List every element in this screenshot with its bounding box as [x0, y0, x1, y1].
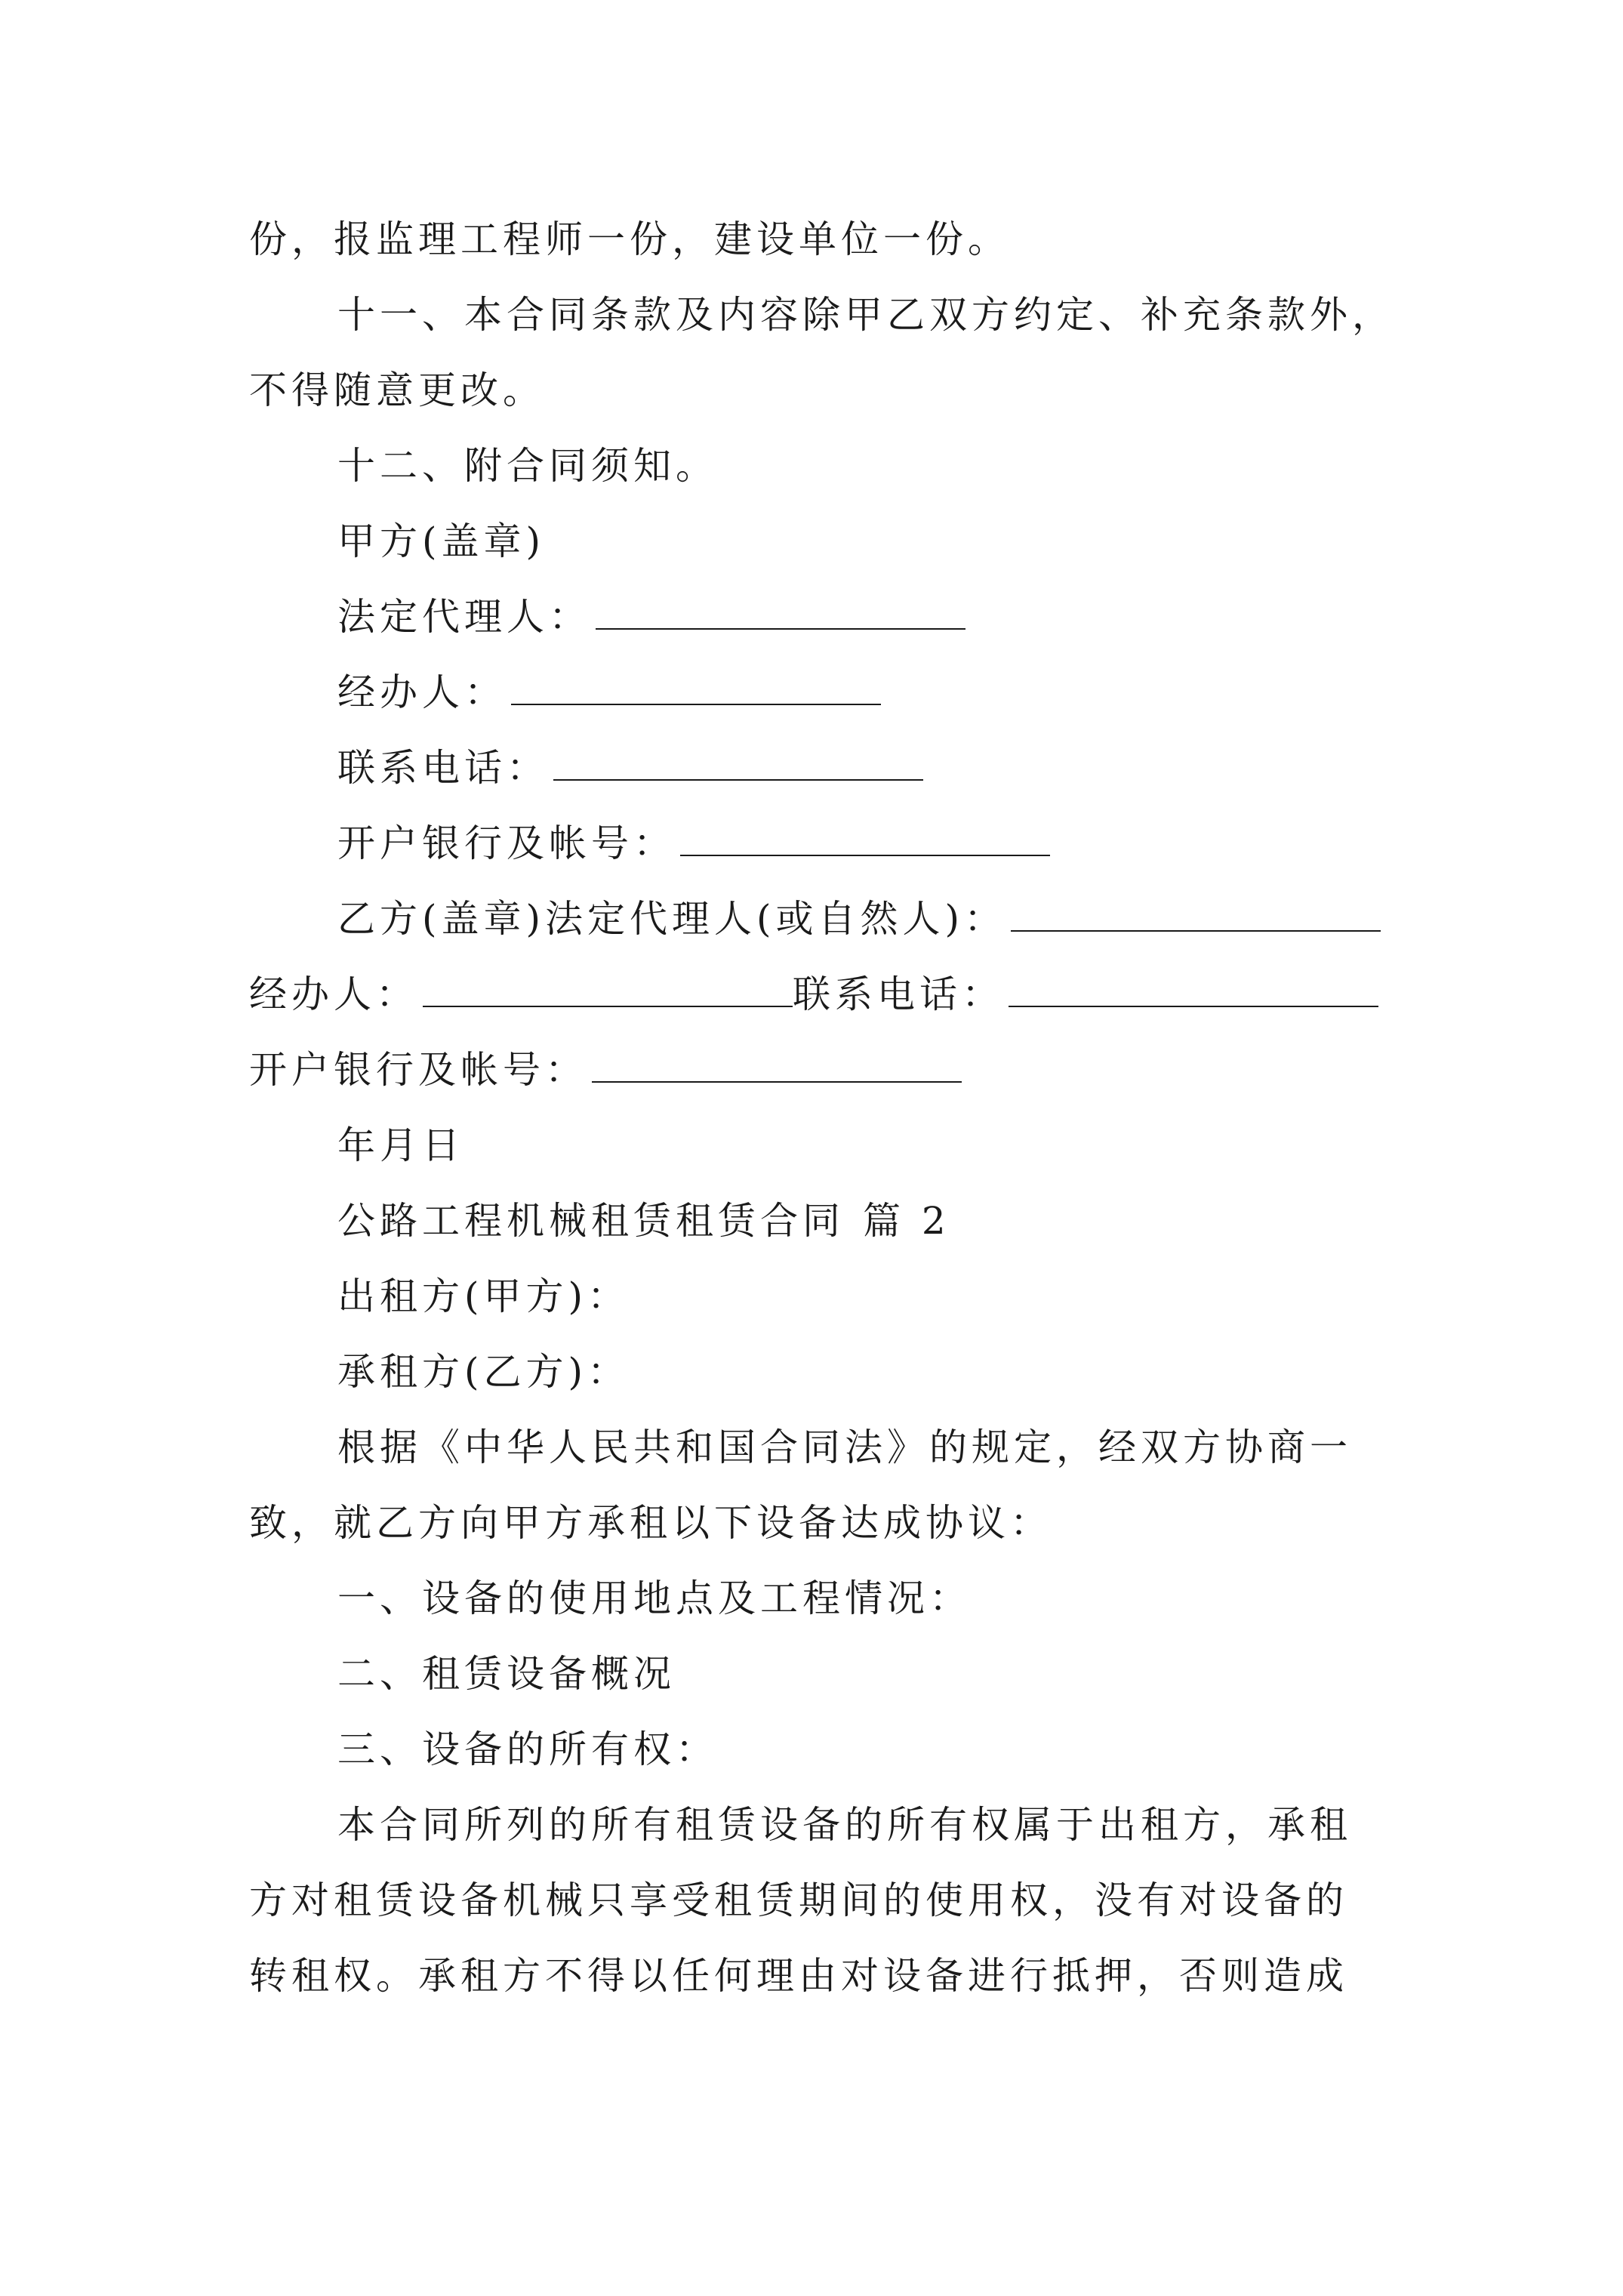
clause-one: 一、设备的使用地点及工程情况： [337, 1576, 972, 1620]
party-b-bank-row [249, 1047, 962, 1093]
party-a-bank-row [337, 821, 1050, 866]
clause-three: 三、设备的所有权： [337, 1727, 718, 1771]
section-title [337, 1198, 950, 1244]
party-b-legal-rep-blank [1011, 897, 1381, 932]
date-line: 年月日 [337, 1123, 464, 1167]
clause-two: 二、租赁设备概况 [337, 1652, 676, 1696]
party-a-phone-label: 联系电话： [337, 746, 549, 790]
party-a-bank-blank [680, 821, 1050, 856]
party-a-legal-rep-blank [596, 595, 965, 630]
party-a-bank-label: 开户银行及帐号： [337, 821, 676, 865]
party-a-agent-blank [511, 670, 881, 705]
paragraph-line: 本合同所列的所有租赁设备的所有权属于出租方，承租 [337, 1803, 1352, 1847]
paragraph-line: 份，报监理工程师一份，建设单位一份。 [249, 217, 1010, 261]
paragraph-line: 方对租赁设备机械只享受租赁期间的使用权，没有对设备的 [249, 1878, 1348, 1922]
party-b-phone-blank [1009, 972, 1378, 1007]
party-b-bank-blank [592, 1048, 962, 1083]
party-a-legal-rep-label: 法定代理人： [337, 595, 591, 639]
contract-title: 公路工程机械租赁租赁合同 [337, 1199, 845, 1243]
party-b-legal-rep-label: 乙方(盖章)法定代理人(或自然人)： [337, 897, 1007, 941]
lessor-line: 出租方(甲方)： [337, 1274, 630, 1318]
party-a-phone-blank [553, 746, 923, 781]
lessee-line: 承租方(乙方)： [337, 1350, 630, 1394]
party-a-legal-rep-row [337, 594, 965, 639]
party-b-phone-label: 联系电话： [793, 972, 1004, 1016]
party-b-agent-phone-row [249, 972, 1378, 1017]
party-b-agent-label: 经办人： [249, 972, 418, 1016]
paragraph-line: 转租权。承租方不得以任何理由对设备进行抵押，否则造成 [249, 1954, 1348, 1998]
paragraph-line: 致，就乙方向甲方承租以下设备达成协议： [249, 1501, 1052, 1545]
party-a-phone-row [337, 745, 923, 791]
paragraph-line: 不得随意更改。 [249, 368, 545, 412]
paragraph-line: 根据《中华人民共和国合同法》的规定，经双方协商一 [337, 1425, 1352, 1469]
party-a-seal: 甲方(盖章) [337, 519, 546, 563]
party-b-bank-label: 开户银行及帐号： [249, 1048, 587, 1092]
party-a-agent-label: 经办人： [337, 670, 507, 714]
clause-twelve: 十二、附合同须知。 [337, 444, 718, 488]
section-number: 篇 2 [863, 1199, 950, 1243]
party-b-agent-blank [423, 972, 793, 1007]
party-a-agent-row [337, 670, 881, 715]
clause-eleven: 十一、本合同条款及内容除甲乙双方约定、补充条款外， [337, 293, 1394, 337]
party-b-legal-rep-row [337, 896, 1381, 942]
